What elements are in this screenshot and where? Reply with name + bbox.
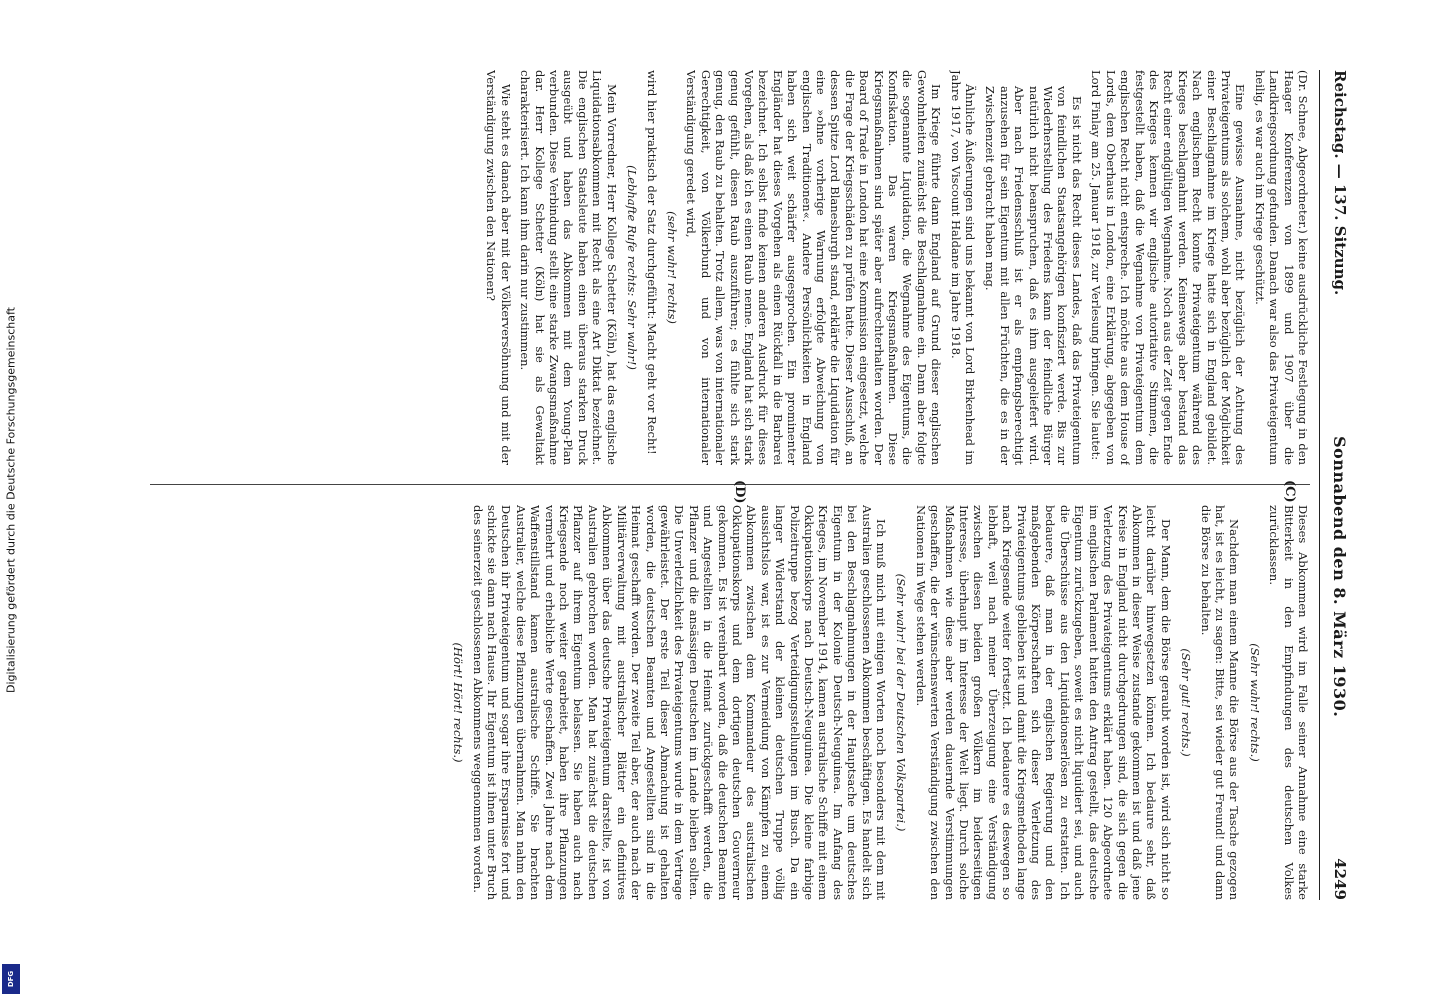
header-page-number: 4249	[1331, 858, 1349, 900]
paragraph: Ich muß mich mit einigen Worten noch besonders mit dem mit Australien geschlossenen Abkommen beschäftigen. Es handelt sich bei den Beschlagnahmungen in der Hauptsache um deutsches Eigentum in der Kolonie Deutsch-Neuguinea. Im Anfang des Krieges, im November 1914, kamen australische Schiffe mit einem Okkupationskorps nach Deutsch-Neuguinea. Die kleine farbige Polizeitruppe bezog Verteidigungsstellungen im Busch. Da ein langer Widerstand der kleinen deutschen Truppe völlig aussichtslos war, ist es zur Vermeidung von Kämpfen zu einem Abkommen zwischen dem Kommandeur des australischen Okkupationskorps und dem dortigen deutschen Gouverneur gekommen. Es ist vereinbart worden, daß die deutschen Beamten und Angestellten in die Heimat zurückgeschafft werden, die Pflanzer und die ansässigen Deutschen im Lande bleiben sollten. Die Unverletzlichkeit des Privateigentums wurde in dem Vertrage gewährleistet. Der erste Teil dieser Abmachung ist gehalten worden, die deutschen Beamten und Angestellten sind in die Heimat geschafft worden. Der zweite Teil aber, der auch nach der Militärverwaltung mit australischer Blätter ein definitives Abkommen über das deutsche Privateigentum darstellte, ist von Australien gebrochen worden. Man hat zunächst die deutschen Pflanzer auf ihrem Eigentum belassen. Sie haben auch nach Kriegsende noch weiter gearbeitet, haben ihre Pflanzungen vermehrt und erhebliche Werte geschaffen. Zwei Jahre nach dem Waffenstillstand kamen australische Schiffe. Sie brachten Australier, welche diese Pflanzungen übernahmen. Man nahm den Deutschen ihr Privateigentum und sogar ihre Ersparnisse fort und schickte sie dann nach Hause. Ihr Eigentum ist ihnen unter Bruch des seinerzeit geschlossenen Abkommens weggenommen worden.	[470, 505, 889, 900]
newspaper-page	[140, 70, 1360, 900]
paragraph: Mein Vorredner, Herr Kollege Schetter (Köln), hat das englische Liquidationsabkommen mit Recht als eine Art Diktat bezeichnet. Die englischen Staatsleute haben einen überaus starken Druck ausgeübt und haben das Abkommen mit dem Young-Plan verbunden. Diese Verbindung stellt eine starke Zwangsmaßnahme dar. Herr Kollege Schetter (Köln) hat sie als Gewaltakt charakterisiert. Ich kann ihm darin nur zustimmen.	[518, 70, 619, 465]
column-left	[150, 70, 1310, 465]
paragraph: wird hier praktisch der Satz durchgeführt: Macht geht vor Recht!	[644, 70, 659, 455]
header-session: Reichstag. — 137. Sitzung.	[1331, 70, 1349, 296]
quote-block: Es ist nicht das Recht dieses Landes, daß das Privateigentum von feindlichen Staatsangehörigen konfisziert werde. Bis zur Wiederherstellung des Friedens kann der feindliche Bürger natürlich nicht beanspruchen, daß es ihm ausgeliefert wird. Aber nach Friedensschluß ist er als empfangsberechtigt anzusehen für sein Eigentum mit allen Früchten, die es in der Zwischenzeit gebracht haben mag.	[983, 86, 1084, 465]
page-header	[1319, 70, 1360, 900]
interjection: (Sehr wahr! rechts.)	[1247, 643, 1262, 762]
interjection: (Lebhafte Rufe rechts: Sehr wahr!)	[625, 165, 640, 370]
digitization-credit	[0, 0, 22, 1000]
paragraph: (Dr. Schnee, Abgeordneter.) keine ausdrückliche Festlegung in den Haager Konferenzen von 1899 und 1907 über die Landkriegsordnung gefunden. Danach war also das Privateigentum heilig, es war auch im Kriege geschützt.	[1252, 70, 1310, 465]
interjection: (sehr wahr! rechts)	[664, 211, 679, 324]
paragraph: Ähnliche Äußerungen sind uns bekannt von Lord Birkenhead im Jahre 1917, von Viscount Haldane im Jahre 1918.	[948, 70, 978, 465]
margin-marker-c: (C)	[1282, 480, 1297, 503]
paragraph: Wie steht es danach aber mit der Völkerversöhnung und mit der Verständigung zwischen den Nationen?	[484, 70, 513, 465]
paragraph: Im Kriege führte dann England auf Grund dieser englischen Gewohnheiten zunächst die Beschlagnahme ein. Dann aber folgte die sogenannte Liquidation, die Wegnahme des Eigentums, die Konfiskation. Das waren Kriegsmaßnahmen. Diese Kriegsmaßnahmen sind später aber aufrechterhalten worden. Der Board of Trade in London hat eine Kommission eingesetzt, welche die Frage der Kriegsschäden zu prüfen hatte. Dieser Ausschuß, an dessen Spitze Lord Blanesburgh stand, erklärte die Liquidation für eine »ohne vorherige Warnung erfolgte Abweichung von englischen Traditionen«. Andere Persönlichkeiten in England haben sich weit schärfer ausgesprochen. Ein prominenter Engländer hat dieses Vorgehen als einen Rückfall in die Barbarei bezeichnet. Ich selbst finde keinen anderen Ausdruck für dieses Vorgehen, als daß ich es einen Raub nenne. England hat sich stark genug gefühlt, diesen Raub auszuführen; es fühlte sich stark genug, den Raub zu behalten. Trotz allem, was von internationaler Gerechtigkeit, von Völkerbund und von internationaler Verständigung geredet wird,	[684, 70, 944, 465]
paragraph: Der Mann, dem die Börse geraubt worden ist, wird sich nicht so leicht darüber hinwegsetzen können. Ich bedaure sehr, daß Abkommen in dieser Weise zustande gekommen ist und daß jene Kreise in England nicht durchgedrungen sind, die sich gegen die Verletzung des Privateigentums erklärt haben. 120 Abgeordnete im englischen Parlament hatten den Antrag gestellt, das deutsche Eigentum zurückzugeben, soweit es nicht liquidiert sei, und auch die Überschüsse aus den Liquidationserlösen zu erstatten. Ich bedauere, daß man in der englischen Regierung und den maßgebenden Körperschaften sich dieser Verletzung des Privateigentums geblieben ist und damit die Kriegsmethoden lange nach Kriegsende weiter fortsetzt. Ich bedauere es deswegen so lebhaft, weil nach meiner Überzeugung eine Verständigung zwischen diesen beiden großen Völkern im beiderseitigen Interesse, überhaupt im Interesse der Welt liegt. Durch solche Maßnahmen wie diese aber werden dauernde Verstimmungen geschaffen, die der wünschenswerten Verständigung zwischen den Nationen im Wege stehen werden.	[913, 505, 1173, 900]
margin-marker-d: (D)	[732, 480, 747, 504]
dfg-logo: DFG	[2, 964, 20, 994]
paragraph: Eine gewisse Ausnahme, nicht bezüglich der Achtung des Privateigentums als solchem, wohl aber bezüglich der Möglichkeit einer Beschlagnahme im Kriege hatte sich in England gebildet. Nach englischem Recht konnte Privateigentum während des Krieges beschlagnahmt werden. Keineswegs aber bestand das Recht einer endgültigen Wegnahme. Noch aus der Zeit gegen Ende des Krieges kennen wir englische autoritative Stimmen, die festgestellt haben, daß die Wegnahme von Privateigentum dem englischen Recht nicht entspreche. Ich möchte aus dem House of Lords, dem Oberhaus in London, eine Erklärung, abgegeben von Lord Finlay am 25. Januar 1918, zur Verlesung bringen. Sie lautet:	[1089, 70, 1248, 465]
paragraph: Nachdem man einem Manne die Börse aus der Tasche gezogen hat, ist es leicht, zu sagen: Bitte, sei wieder gut Freund! und dann die Börse zu behalten.	[1198, 505, 1242, 900]
header-date: Sonnabend den 8. März 1930.	[1330, 436, 1350, 718]
interjection: (Sehr wahr! bei der Deutschen Volkspartei.)	[894, 573, 909, 832]
credit-text: Digitalisierung gefördert durch die Deutsche Forschungsgemeinschaft	[4, 307, 18, 693]
interjection: (Hört! Hört! rechts.)	[451, 642, 466, 763]
column-right	[150, 505, 1310, 900]
interjection: (Sehr gut! rechts.)	[1179, 648, 1194, 757]
page-content-rotated	[140, 70, 1360, 900]
paragraph: Dieses Abkommen wird im Falle seiner Annahme eine starke Bitterkeit in den Empfindungen des deutschen Volkes zurücklassen.	[1267, 505, 1310, 900]
